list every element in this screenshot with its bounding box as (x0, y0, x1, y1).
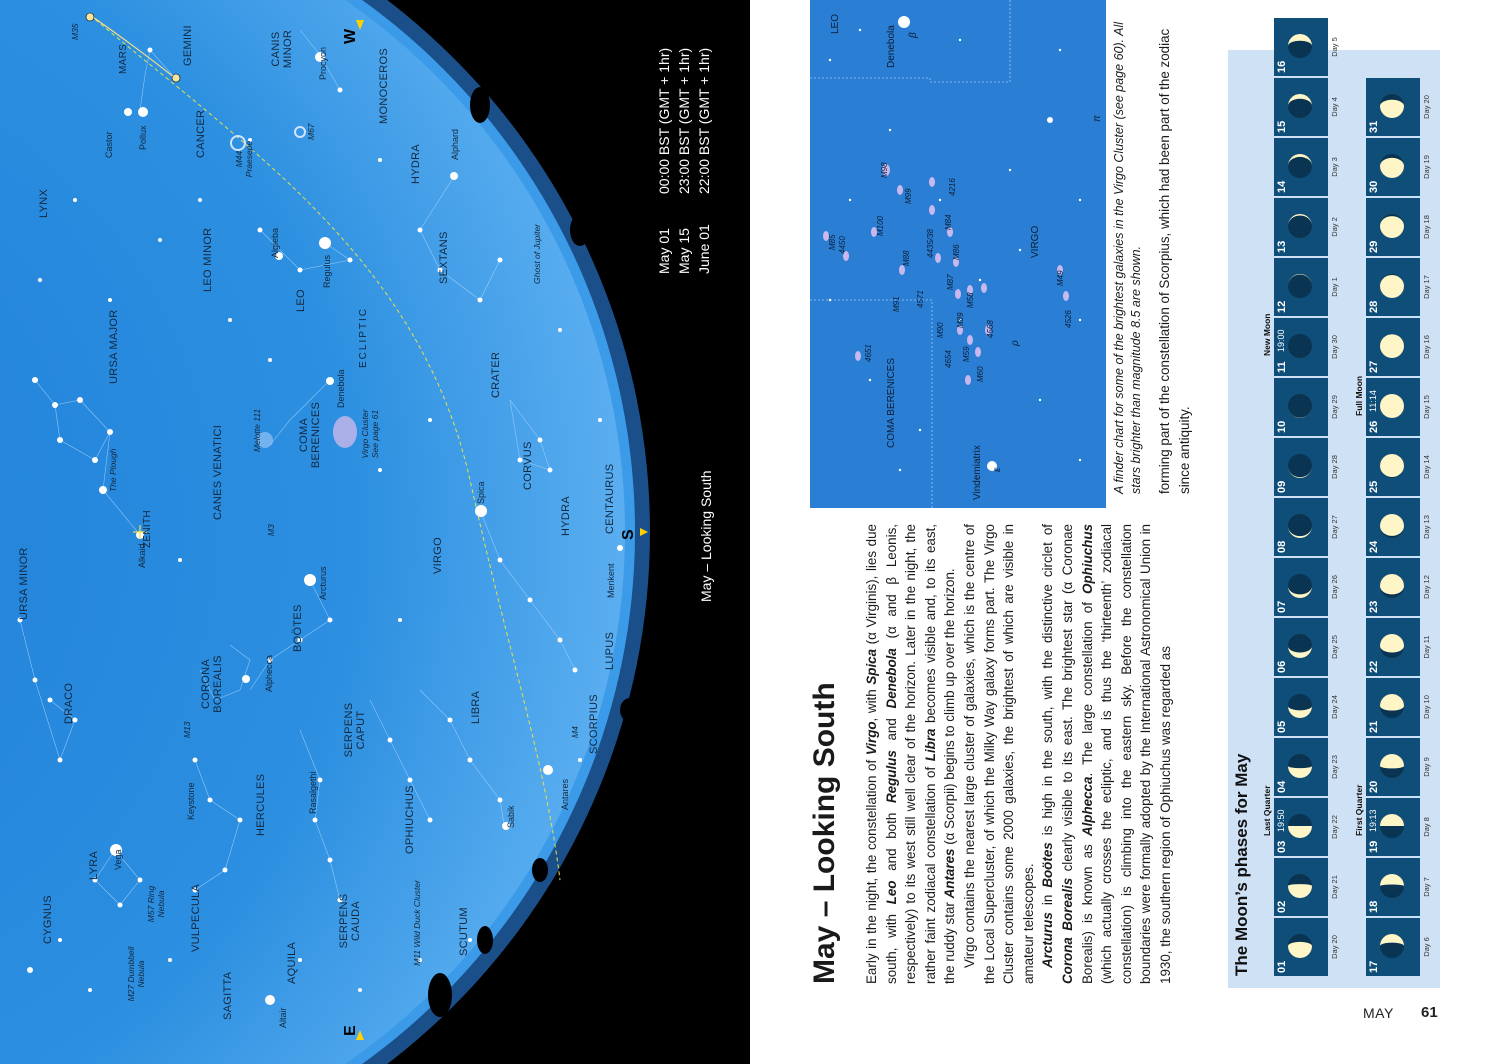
finder-label-denebola: Denebola (886, 25, 897, 68)
moon-date: 17 (1368, 960, 1380, 973)
emphasis-term: Virgo (864, 721, 879, 756)
label-scutum: SCUTUM (458, 907, 470, 956)
finder-label-coma-berenices: COMA BERENICES (886, 357, 897, 448)
moon-phase-icon (1287, 273, 1313, 299)
moon-day-cell (1366, 138, 1420, 196)
label-m57: M57 Ring Nebula (146, 885, 166, 923)
moon-date: 23 (1368, 600, 1380, 613)
label-denebola: Denebola (336, 369, 346, 408)
label-canis-minor: CANIS MINOR (270, 29, 294, 69)
moon-day-cell (1274, 618, 1328, 676)
label-spica: Spica (476, 481, 486, 504)
greek-beta: β (908, 32, 919, 38)
moon-day-cell (1366, 798, 1420, 856)
moon-age-label: Day 20 (1330, 935, 1339, 959)
moon-day-cell (1366, 198, 1420, 256)
label-m67: M67 (306, 123, 316, 140)
moon-age-label: Day 12 (1422, 575, 1431, 599)
text-run: is high in the south, with the distinctive circlet of (1040, 524, 1056, 843)
moon-phase-icon (1287, 453, 1313, 479)
label-sagitta: SAGITTA (222, 971, 234, 1020)
compass-east: E (342, 1025, 359, 1036)
label-cygnus: CYGNUS (42, 895, 54, 944)
moon-day-cell (1366, 858, 1420, 916)
label-sextans: SEXTANS (438, 231, 450, 284)
moon-phase-icon (1379, 633, 1405, 659)
label-antares: Antares (560, 778, 570, 810)
finder-label-vindemiatrix: Vindemiatrix (972, 445, 983, 500)
moon-day-cell (1274, 558, 1328, 616)
emphasis-term: Leo (883, 880, 899, 905)
moon-age-label: Day 7 (1422, 877, 1431, 897)
time-value: 00:00 BST (GMT + 1hr) (656, 47, 672, 194)
moon-age-label: Day 17 (1422, 275, 1431, 299)
label-monoceros: MONOCEROS (378, 47, 390, 124)
label-lyra: LYRA (88, 850, 100, 880)
moon-date: 02 (1276, 900, 1288, 913)
label-castor: Castor (104, 131, 114, 158)
moon-age-label: Day 11 (1422, 635, 1431, 659)
label-the-plough: The Plough (108, 448, 118, 492)
emphasis-term: Boötes (1040, 842, 1056, 888)
label-serpens-cauda: SERPENS CAUDA (338, 893, 362, 949)
label-alphard: Alphard (450, 128, 460, 160)
moon-date: 06 (1276, 660, 1288, 673)
moon-day-cell (1366, 78, 1420, 136)
galaxy-4568: 4568 (986, 320, 995, 338)
galaxy-m84: M84 (944, 214, 953, 230)
moon-age-label: Day 23 (1330, 755, 1339, 779)
galaxy-m87: M87 (946, 274, 955, 290)
article-paragraph (960, 524, 1038, 984)
article-body (862, 524, 1176, 984)
moon-phase-icon (1287, 513, 1313, 539)
moon-phase-icon (1379, 693, 1405, 719)
moon-age-label: Day 16 (1422, 335, 1431, 359)
moon-phase-icon (1287, 213, 1313, 239)
galaxy-m86: M86 (952, 244, 961, 260)
time-value: 22:00 BST (GMT + 1hr) (696, 47, 712, 194)
moon-phases-grid (1228, 37, 1440, 988)
compass-west: W (342, 28, 359, 44)
label-rasalgethi: Rasalgethi (308, 771, 318, 814)
footer-month: MAY (1363, 1005, 1394, 1021)
moon-age-label: Day 25 (1330, 635, 1339, 659)
label-alkaid: Alkaid (137, 543, 147, 568)
moon-age-label: Day 9 (1422, 757, 1431, 777)
label-corvus: CORVUS (522, 441, 534, 490)
label-m3: M3 (266, 524, 276, 536)
moon-date: 11 (1276, 361, 1288, 373)
label-hydra-west: HYDRA (410, 143, 422, 184)
moon-date: 12 (1276, 300, 1288, 313)
label-m13: M13 (182, 721, 192, 738)
moon-phases-title: The Moon’s phases for May (1232, 753, 1251, 976)
label-aquila: AQUILA (286, 941, 298, 984)
label-bootes: BOÖTES (292, 604, 304, 652)
emphasis-term: Ophiuchus (1079, 524, 1095, 594)
moon-phase-label: New Moon (1262, 313, 1272, 356)
moon-date: 22 (1368, 660, 1380, 673)
moon-day-cell (1274, 918, 1328, 976)
label-hercules: HERCULES (255, 773, 267, 836)
moon-phase-icon (1379, 813, 1405, 839)
greek-epsilon: ε (992, 467, 1003, 472)
label-m44: M44 Praesepe (234, 140, 254, 178)
article-continuation: forming part of the constellation of Scorpius, which had been part of the zodiac since antiquity. (1157, 28, 1192, 494)
moon-date: 15 (1276, 120, 1288, 133)
galaxy-m60: M60 (976, 366, 985, 382)
article-paragraph (1038, 524, 1175, 984)
moon-phase-icon (1287, 573, 1313, 599)
moon-day-cell (1274, 78, 1328, 136)
text-run: Early in the night, the constellation of (864, 755, 879, 984)
moon-phase-icon (1287, 93, 1313, 119)
moon-phase-icon (1287, 33, 1313, 59)
galaxy-m100: M100 (876, 215, 885, 236)
moon-day-cell (1366, 498, 1420, 556)
moon-phase-label: Full Moon (1354, 375, 1364, 416)
moon-day-cell (1274, 258, 1328, 316)
moon-phase-icon (1287, 633, 1313, 659)
label-m35: M35 (70, 23, 80, 40)
moon-age-label: Day 21 (1330, 875, 1339, 899)
label-procyon: Procyon (318, 46, 328, 80)
label-leo: LEO (295, 289, 307, 312)
moon-age-label: Day 22 (1330, 815, 1339, 839)
text-run: becomes visible and, to its east, the ruddy star (922, 524, 958, 984)
moon-age-label: Day 26 (1330, 575, 1339, 599)
moon-age-label: Day 4 (1330, 97, 1339, 117)
label-arcturus: Arcturus (318, 566, 328, 600)
text-run: (which actually crosses the ecliptic, and is thus the ‘thirteenth’ zodiacal constellation) is climbing into the eastern sky. Before the constellation boundaries were formally adopted by the International Astronomical Union in 1930, the southern region of Ophiuchus was regarded as (1099, 524, 1173, 984)
text-run: (α Scorpii) begins to climb up over the horizon. (942, 568, 958, 849)
galaxy-m58: M58 (966, 292, 975, 308)
moon-day-cell (1366, 378, 1420, 436)
text-run: , with (864, 684, 879, 722)
time-date: May 15 (676, 228, 692, 274)
moon-age-label: Day 27 (1330, 515, 1339, 539)
emphasis-term: Antares (942, 848, 958, 899)
galaxy-m90: M90 (936, 322, 945, 338)
galaxy-4526: 4526 (1064, 310, 1073, 328)
label-serpens-caput: SERPENS CAPUT (343, 702, 367, 758)
moon-date: 19 (1368, 840, 1380, 853)
moon-phase-icon (1379, 213, 1405, 239)
label-m4: M4 (570, 726, 580, 738)
emphasis-term: Denebola (883, 648, 899, 709)
moon-age-label: Day 6 (1422, 937, 1431, 957)
greek-pi: π (1092, 115, 1103, 122)
emphasis-term: Libra (922, 728, 938, 762)
moon-day-cell (1274, 498, 1328, 556)
moon-phases-panel (1228, 37, 1440, 988)
emphasis-term: Regulus (883, 750, 899, 804)
moon-date: 26 (1368, 420, 1380, 433)
galaxy-m88: M88 (902, 250, 911, 266)
moon-phase-icon (1379, 393, 1405, 419)
moon-phase-icon (1379, 333, 1405, 359)
page-title: May – Looking South (808, 682, 841, 984)
moon-date: 07 (1276, 600, 1288, 613)
galaxy-m98: M98 (880, 162, 889, 178)
galaxy-m59: M59 (962, 346, 971, 362)
label-virgo-cluster: Virgo Cluster See page 61 (360, 409, 380, 459)
moon-day-cell (1274, 318, 1328, 376)
moon-phase-icon (1379, 573, 1405, 599)
moon-day-cell (1274, 138, 1328, 196)
label-libra: LIBRA (470, 690, 482, 724)
time-date: June 01 (696, 224, 712, 274)
finder-chart-caption: A finder chart for some of the brightest galaxies in the Virgo Cluster (see page 60). All stars brighter than magnitude 8.5 are shown. (1112, 21, 1143, 494)
label-coma-berenices: COMA BERENICES (298, 401, 322, 469)
time-date: May 01 (656, 228, 672, 274)
label-pollux: Pollux (138, 125, 148, 150)
text-run: (α Virginis), lies due south, with (864, 524, 899, 984)
moon-age-label: Day 2 (1330, 217, 1339, 237)
moon-day-cell (1366, 258, 1420, 316)
finder-label-virgo: VIRGO (1030, 225, 1041, 258)
label-ursa-major: URSA MAJOR (108, 309, 120, 384)
label-melotte-111: Melotte 111 (252, 408, 262, 452)
label-ghost-of-jupiter: Ghost of Jupiter (532, 223, 542, 284)
moon-age-label: Day 15 (1422, 395, 1431, 419)
label-altair: Altair (278, 1007, 288, 1028)
text-run: and both (883, 803, 899, 881)
moon-phase-icon (1379, 753, 1405, 779)
label-vulpecula: VULPECULA (190, 883, 202, 952)
moon-day-cell (1366, 438, 1420, 496)
moon-day-cell (1366, 738, 1420, 796)
moon-day-cell (1274, 678, 1328, 736)
moon-phase-icon (1379, 453, 1405, 479)
moon-day-cell (1366, 618, 1420, 676)
moon-date: 30 (1368, 180, 1380, 193)
moon-date: 01 (1276, 960, 1288, 973)
galaxy-4450: 4450 (838, 236, 847, 254)
label-zenith: ZENITH (142, 510, 153, 548)
label-canes-venatici: CANES VENATICI (212, 424, 224, 520)
label-gemini: GEMINI (182, 25, 194, 66)
moon-phase-icon (1287, 333, 1313, 359)
moon-day-cell (1274, 798, 1328, 856)
galaxy-4435-38: 4435/38 (926, 229, 935, 258)
moon-date: 18 (1368, 900, 1380, 913)
galaxy-4651: 4651 (864, 344, 873, 362)
galaxy-m85: M85 (828, 234, 837, 250)
moon-phase-icon (1379, 933, 1405, 959)
moon-age-label: Day 1 (1330, 277, 1339, 297)
moon-phase-time: 11:14 (1368, 390, 1378, 412)
moon-day-cell (1366, 918, 1420, 976)
moon-age-label: Day 24 (1330, 695, 1339, 719)
moon-phase-icon (1287, 753, 1313, 779)
moon-age-label: Day 14 (1422, 455, 1431, 479)
label-ursa-minor: URSA MINOR (18, 547, 30, 620)
label-mars: MARS (118, 43, 129, 74)
greek-rho: ρ (1010, 340, 1021, 346)
label-virgo: VIRGO (432, 537, 444, 574)
label-scorpius: SCORPIUS (588, 694, 600, 754)
label-lynx: LYNX (38, 188, 50, 218)
moon-day-cell (1274, 438, 1328, 496)
emphasis-term: Spica (864, 648, 879, 685)
moon-date: 28 (1368, 300, 1380, 313)
emphasis-term: Arcturus (1040, 912, 1056, 968)
moon-phase-icon (1287, 693, 1313, 719)
galaxy-m99: M99 (904, 188, 913, 204)
label-m11: M11 Wild Duck Cluster (412, 880, 422, 966)
moon-day-cell (1366, 558, 1420, 616)
text-run: (α and β Leonis, respectively) to its west still well clear of the horizon. Later in the night, the rather faint zodiacal constellation of (883, 524, 938, 984)
moon-date: 10 (1276, 420, 1288, 433)
compass-south: S (620, 529, 637, 540)
moon-phase-icon (1287, 933, 1313, 959)
moon-phase-icon (1287, 813, 1313, 839)
moon-day-cell (1274, 18, 1328, 76)
moon-day-cell (1366, 318, 1420, 376)
moon-date: 21 (1368, 720, 1380, 733)
moon-date: 14 (1276, 180, 1288, 193)
moon-date: 05 (1276, 720, 1288, 733)
moon-date: 13 (1276, 240, 1288, 253)
finder-label-leo: LEO (830, 13, 841, 34)
label-corona-borealis: CORONA BOREALIS (200, 655, 224, 713)
label-leo-minor: LEO MINOR (202, 227, 214, 292)
moon-day-cell (1274, 378, 1328, 436)
moon-date: 03 (1276, 840, 1288, 853)
moon-age-label: Day 30 (1330, 335, 1339, 359)
galaxy-4216: 4216 (948, 178, 957, 196)
label-centaurus: CENTAURUS (604, 463, 616, 534)
galaxy-m91: M91 (892, 296, 901, 312)
label-cancer: CANCER (195, 109, 207, 158)
moon-phase-icon (1379, 873, 1405, 899)
moon-day-cell (1274, 198, 1328, 256)
moon-phase-icon (1379, 273, 1405, 299)
moon-phase-time: 19:13 (1368, 809, 1378, 832)
moon-age-label: Day 19 (1422, 155, 1431, 179)
moon-age-label: Day 29 (1330, 395, 1339, 419)
moon-phase-label: First Quarter (1354, 784, 1364, 836)
label-lupus: LUPUS (604, 631, 616, 670)
label-crater: CRATER (490, 351, 502, 398)
moon-date: 20 (1368, 780, 1380, 793)
text-run: . The large constellation of (1079, 593, 1095, 777)
emphasis-term: Corona Borealis (1059, 877, 1075, 984)
galaxy-4654: 4654 (944, 350, 953, 368)
article-paragraph (862, 524, 960, 984)
label-alphecca: Alphecca (264, 654, 274, 692)
emphasis-term: Alphecca (1079, 776, 1095, 837)
galaxy-m89: M89 (956, 312, 965, 328)
moon-date: 09 (1276, 480, 1288, 493)
moon-phase-icon (1379, 513, 1405, 539)
label-sabik: Sabik (506, 805, 516, 828)
moon-date: 31 (1368, 120, 1380, 133)
moon-date: 25 (1368, 480, 1380, 493)
sky-map-caption: May – Looking South (698, 470, 714, 602)
text-run: Virgo contains the nearest large cluster of galaxies, which is the centre of the Local Supercluster, of which the Milky Way galaxy forms part. The Virgo Cluster contains some 2000 galaxies, the brightest of which are visible in amateur telescopes. (961, 524, 1036, 984)
galaxy-m49: M49 (1056, 270, 1065, 286)
moon-age-label: Day 8 (1422, 817, 1431, 837)
moon-date: 29 (1368, 240, 1380, 253)
label-m27: M27 Dumbbell Nebula (126, 946, 146, 1002)
moon-date: 24 (1368, 540, 1380, 553)
moon-phase-icon (1287, 153, 1313, 179)
moon-day-cell (1274, 738, 1328, 796)
moon-phase-icon (1287, 873, 1313, 899)
galaxy-4571: 4571 (916, 290, 925, 308)
moon-date: 16 (1276, 60, 1288, 73)
moon-phase-icon (1287, 393, 1313, 419)
label-ophiuchus: OPHIUCHUS (404, 785, 416, 854)
label-hydra-east: HYDRA (560, 495, 572, 536)
moon-phase-icon (1379, 93, 1405, 119)
label-draco: DRACO (63, 682, 75, 724)
moon-day-cell (1366, 678, 1420, 736)
moon-date: 27 (1368, 360, 1380, 373)
moon-age-label: Day 10 (1422, 695, 1431, 719)
moon-age-label: Day 28 (1330, 455, 1339, 479)
moon-phase-time: 19:00 (1276, 329, 1286, 352)
text-run: clearly visible to its east. The brightest star (α Coronae Borealis) is known as (1059, 524, 1095, 984)
moon-age-label: Day 5 (1330, 37, 1339, 57)
moon-phase-time: 19:50 (1276, 809, 1286, 832)
moon-phase-icon (1379, 153, 1405, 179)
text-run: and (883, 708, 899, 751)
moon-age-label: Day 20 (1422, 95, 1431, 119)
moon-date: 08 (1276, 540, 1288, 553)
moon-age-label: Day 13 (1422, 515, 1431, 539)
label-keystone: Keystone (186, 782, 196, 820)
text-run: in (1040, 887, 1056, 913)
moon-day-cell (1274, 858, 1328, 916)
label-ecliptic: ECLIPTIC (358, 306, 369, 368)
moon-age-label: Day 3 (1330, 157, 1339, 177)
label-algieba: Algieba (270, 227, 280, 258)
moon-date: 04 (1276, 780, 1288, 793)
label-menkent: Menkent (606, 563, 616, 598)
time-value: 23:00 BST (GMT + 1hr) (676, 47, 692, 194)
moon-phase-label: Last Quarter (1262, 785, 1272, 836)
label-regulus: Regulus (322, 254, 332, 288)
page-number: 61 (1421, 1004, 1438, 1021)
moon-age-label: Day 18 (1422, 215, 1431, 239)
label-vega: Vega (113, 849, 123, 870)
